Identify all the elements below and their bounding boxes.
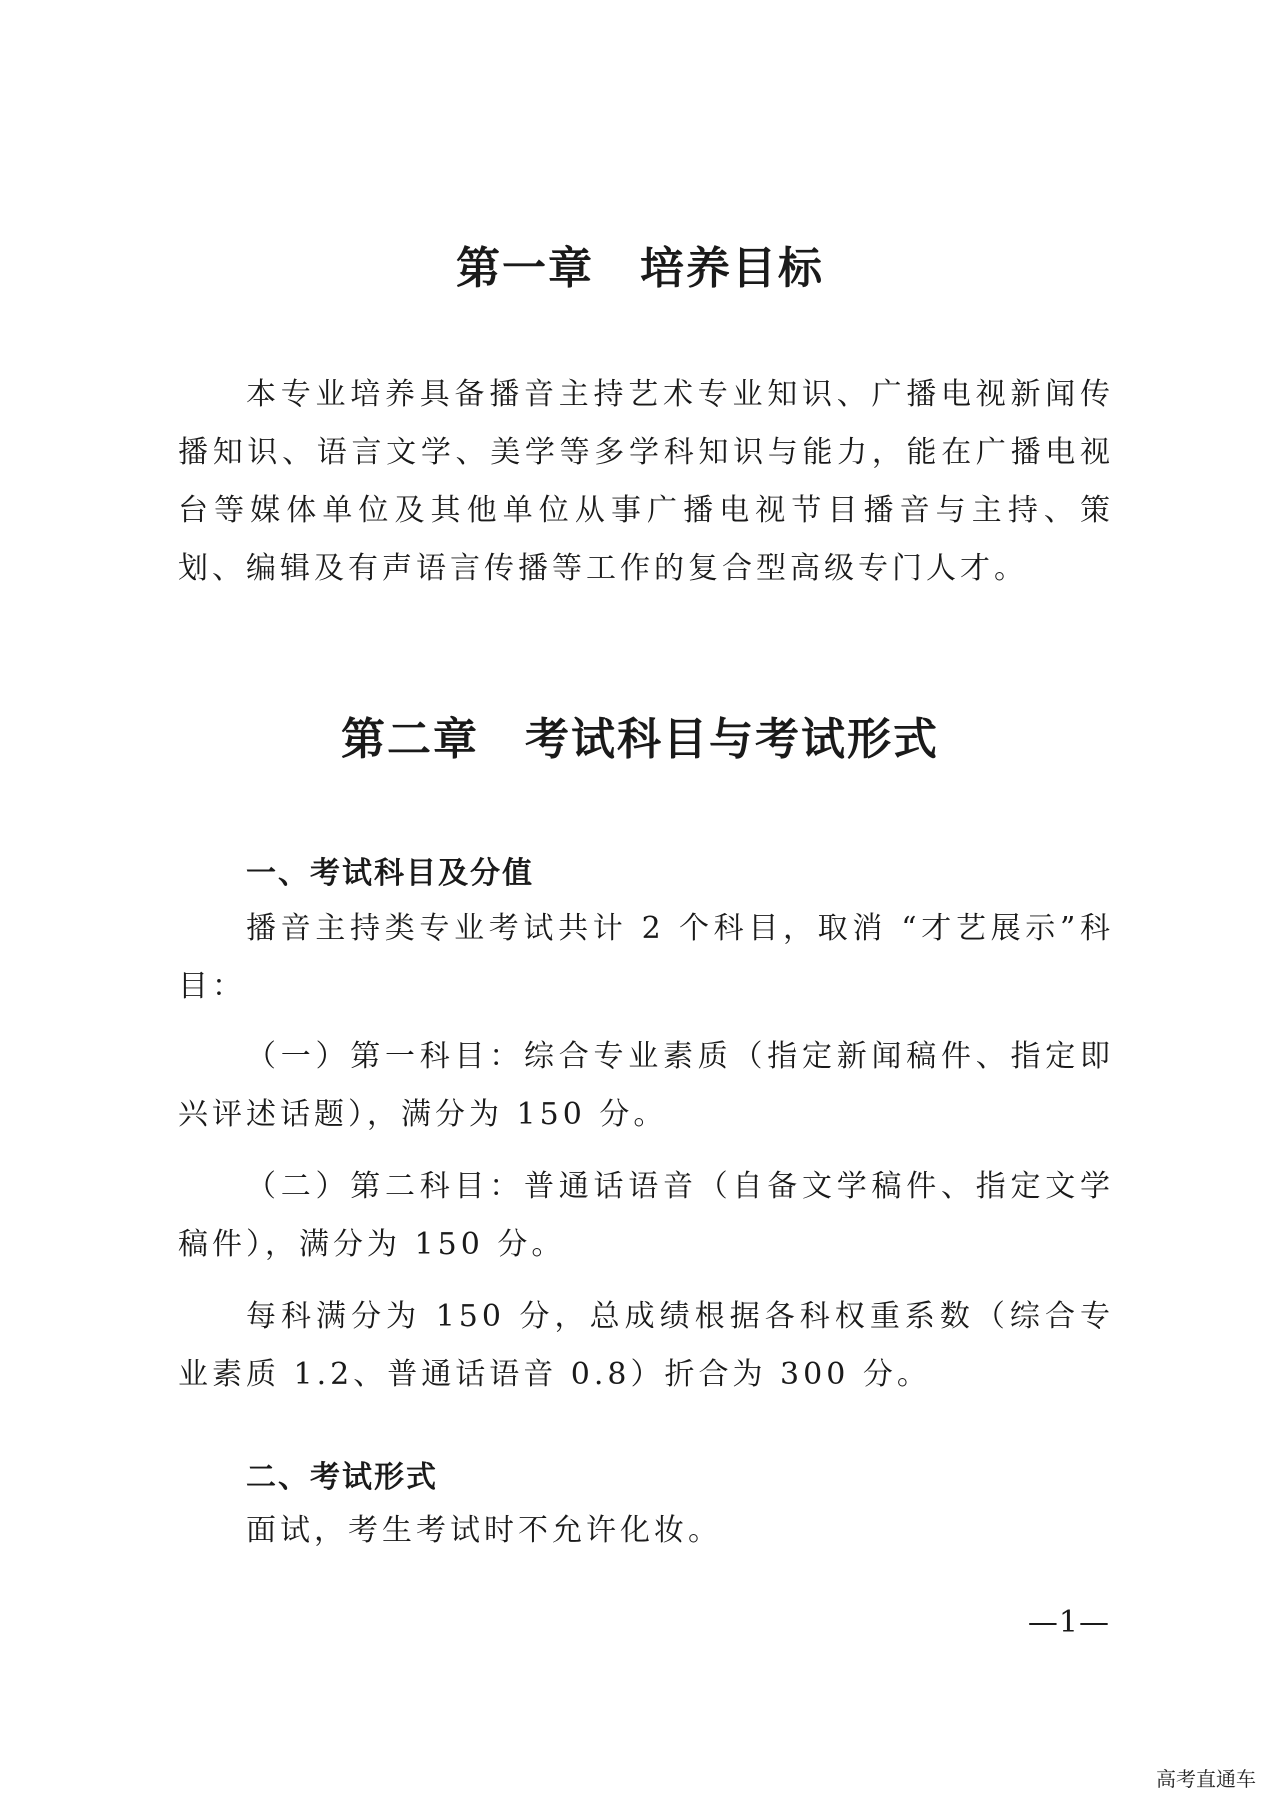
chapter-1-title: 第一章 培养目标 [456, 243, 824, 294]
watermark-label: 高考直通车 [1152, 1761, 1260, 1794]
subject-1-paragraph: （一）第一科目：综合专业素质（指定新闻稿件、指定即兴评述话题），满分为 150 分。 [178, 1039, 1114, 1132]
subjects-intro-paragraph: 播音主持类专业考试共计 2 个科目，取消 “才艺展示”科目： [178, 911, 1114, 1004]
page-number: —1— [1027, 1605, 1110, 1640]
exam-form-paragraph: 面试，考生考试时不允许化妆。 [246, 1513, 722, 1548]
total-score-paragraph: 每科满分为 150 分，总成绩根据各科权重系数（综合专业素质 1.2、普通话语音 0.8）折合为 300 分。 [178, 1299, 1114, 1392]
chapter-2-title: 第二章 考试科目与考试形式 [341, 714, 939, 765]
section-2-heading: 二、考试形式 [246, 1460, 438, 1495]
training-goal-paragraph: 本专业培养具备播音主持艺术专业知识、广播电视新闻传播知识、语言文学、美学等多学科知识与能力，能在广播电视台等媒体单位及其他单位从事广播电视节目播音与主持、策划、编辑及有声语言传播等工作的复合型高级专门人才。 [178, 377, 1114, 586]
subject-2-paragraph: （二）第二科目：普通话语音（自备文学稿件、指定文学稿件），满分为 150 分。 [178, 1169, 1114, 1262]
section-1-heading: 一、考试科目及分值 [246, 856, 534, 891]
